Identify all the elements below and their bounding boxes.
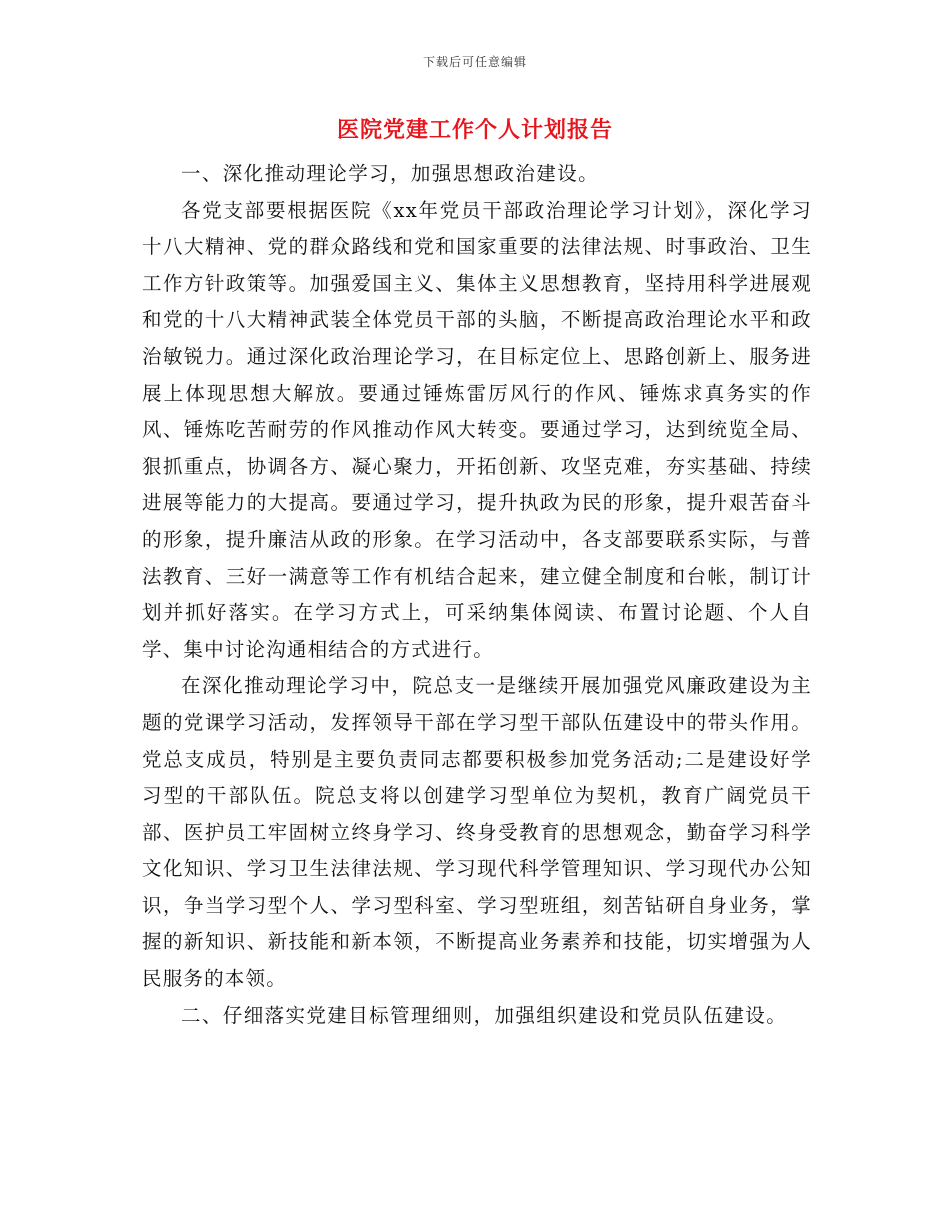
document-body — [142, 156, 812, 1034]
section-heading-1: 一、深化推动理论学习，加强思想政治建设。 — [181, 162, 600, 185]
document-title: 医院党建工作个人计划报告 — [336, 117, 613, 143]
body-paragraph: 各党支部要根据医院《xx年党员干部政治理论学习计划》，深化学习十八大精神、党的群众路线和党和国家重要的法律法规、时事政治、卫生工作方针政策等。加强爱国主义、集体主义思想教育，坚持用科学进展观和党的十八大精神武装全体党员干部的头脑，不断提高政治理论水平和政治敏锐力。通过深化政治理论学习，在目标定位上、思路创新上、服务进展上体现思想大解放。要通过锤炼雷厉风行的作风、锤炼求真务实的作风、锤炼吃苦耐劳的作风推动作风大转变。要通过学习，达到统览全局、狠抓重点，协调各方、凝心聚力，开拓创新、攻坚克难，夯实基础、持续进展等能力的大提高。要通过学习，提升执政为民的形象，提升艰苦奋斗的形象，提升廉洁从政的形象。在学习活动中，各支部要联系实际，与普法教育、三好一满意等工作有机结合起来，建立健全制度和台帐，制订计划并抓好落实。在学习方式上，可采纳集体阅读、布置讨论题、个人自学、集中讨论沟通相结合的方式进行。 — [142, 198, 812, 661]
header-note: 下载后可任意编辑 — [422, 55, 527, 69]
section-heading-2: 二、仔细落实党建目标管理细则，加强组织建设和党员队伍建设。 — [181, 1003, 788, 1027]
body-paragraph: 在深化推动理论学习中，院总支一是继续开展加强党风廉政建设为主题的党课学习活动，发挥领导干部在学习型干部队伍建设中的带头作用。党总支成员，特别是主要负责同志都要积极参加党务活动;二是建设好学习型的干部队伍。院总支将以创建学习型单位为契机，教育广阔党员干部、医护员工牢固树立终身学习、终身受教育的思想观念，勤奋学习科学文化知识、学习卫生法律法规、学习现代科学管理知识、学习现代办公知识，争当学习型个人、学习型科室、学习型班组，刻苦钻研自身业务，掌握的新知识、新技能和新本领，不断提高业务素养和技能，切实增强为人民服务的本领。 — [142, 674, 812, 991]
